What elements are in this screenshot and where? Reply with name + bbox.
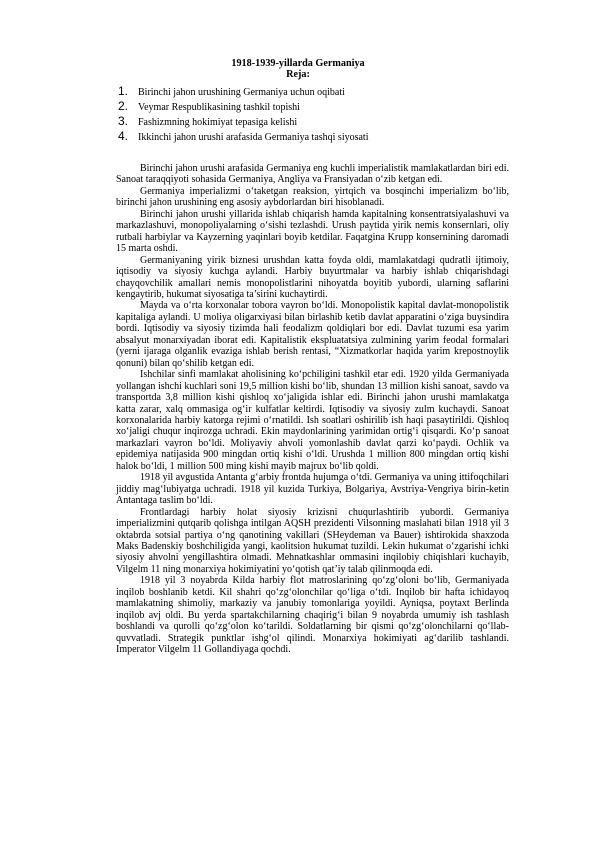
paragraph: Frontlardagi harbiy holat siyosiy krizisni chuqurlashtirib yubordi. Germaniya imperializmini qutqarib qolishga intilgan AQSH prezidenti Vilsonning maslahati bilan 1918 yil 3 oktabrda sotsial partiya o‘ng qanotining vakillari (SHeydeman va Bauer) ishtirokida shaxzoda Maks Badenskiy boshchiligida yangi, kaolitsion hukumat tuzildi. Lekin hukumat o‘zgarishi ichki siyosiy ahvolni yengillashtira olmadi. Mehnatkashlar ommasini inqilobiy chiqishlari kuchayib, Vilgelm 11 ning monarxiya hokimiyatini yo‘qotish qat’iy talab qilinmoqda edi. [116,506,509,575]
paragraph: Birinchi jahon urushi arafasida Germaniya eng kuchli imperialistik mamlakatlardan biri edi. Sanoat taraqqiyoti sohasida Germaniya, Angliya va Fransiyadan o‘zib ketgan edi. [116,163,509,186]
page-title: 1918-1939-yillarda Germaniya [231,58,365,69]
plan-item-text: Birinchi jahon urushining Germaniya uchun oqibati [138,87,345,98]
paragraph: Ishchilar sinfi mamlakat aholisining ko‘pchiligini tashkil etar edi. 1920 yilda Germaniyada yollangan ishchi kuchlari soni 19,5 million kishi bo‘lib, shundan 13 million kishi sanoat, savdo va transportda 3,8 million kishi qishloq xo‘jaligida ishlar edi. Birinchi jahon urushi mamlakatga katta zarar, xalq ommasiga og‘ir kulfatlar keltirdi. Iqtisodiy va siyosiy zulm kuchaydi. Sanoat korxonalarida harbiy katorga rejimi o‘rnatildi. Ish soatlari oshirilib ish haqi pasaytirildi. Qishloq xo‘jaligi chuqur inqirozga uchradi. Ekin maydonlarining yarimidan ortig‘i qisqardi. Ko‘p sanoat markazlari vayron bo‘ldi. Moliyaviy ahvoli yomonlashib davlat qarzi ko‘paydi. Ochlik va epidemiya natijasida 900 mingdan ortiq kishi o‘ldi. Urushda 1 million 800 mingdan ortiq kishi halok bo‘ldi, 1 million 500 ming kishi mayib majrux bo‘lib qoldi. [116,369,509,472]
plan-item-number: 2. [118,99,129,113]
paragraph: 1918 yil 3 noyabrda Kilda harbiy flot matroslarining qo‘zg‘oloni bo‘lib, Germaniyada inqilob boshlanib ketdi. Kil shahri qo‘zg‘olonchilar qo‘liga o‘tdi. Inqilob bir hafta ichidayoq mamlakatning shimoliy, markaziy va janubiy tomonlariga yoyildi. Ayniqsa, poytaxt Berlinda inqilob avj oldi. Bu yerda spartakchilarning chaqirig‘i bilan 9 noyabrda umumiy ish tashlash boshlandi va qurolli qo‘zg‘olon ko‘tarildi. Soldatlarning bir qismi qo‘zg‘olonchilarni qo‘llab-quvvatladi. Strategik punktlar ishg‘ol qilindi. Monarxiya hokimiyati ag‘darilib tashlandi. Imperator Vilgelm 11 Gollandiyaga qochdi. [116,575,509,656]
plan-item [118,129,369,144]
plan-item-number: 4. [118,129,129,143]
paragraph: Birinchi jahon urushi yillarida ishlab chiqarish hamda kapitalning konsentratsiyalashuvi va markazlashuvi, monopoliyalarning o‘sishi tezlashdi. Urush paytida yirik nemis konsernlari, oliy rutbali harbiylar va Kayzerning yaqinlari boyib ketdilar. Faqatgina Krupp konsernining daromadi 15 marta oshdi. [116,208,509,255]
plan-item-number: 3. [118,114,129,128]
plan-heading: Reja: [286,69,310,80]
body-text [116,163,509,655]
paragraph: 1918 yil avgustida Antanta g‘arbiy frontda hujumga o‘tdi. Germaniya va uning ittifoqchilari jiddiy mag‘lubiyatga uchradi. 1918 yil kuzida Turkiya, Bolgariya, Avstriya-Vengriya birin-ketin Antantaga taslim bo‘ldi. [116,472,509,507]
paragraph: Germaniya imperializmi o‘taketgan reaksion, yirtqich va bosqinchi imperializm bo‘lib, birinchi jahon urushining eng asosiy aybdorlardan biri hisoblanadi. [116,185,509,209]
plan-item [118,114,369,129]
plan-list [118,84,369,144]
plan-item-text: Veymar Respublikasining tashkil topishi [138,102,300,113]
plan-item-text: Fashizmning hokimiyat tepasiga kelishi [138,117,298,128]
plan-item-text: Ikkinchi jahon urushi arafasida Germaniya tashqi siyosati [138,132,369,143]
plan-item [118,99,369,114]
paragraph: Germaniyaning yirik biznesi urushdan katta foyda oldi, mamlakatdagi qudratli ijtimoiy, iqtisodiy va siyosiy kuchga aylandi. Harbiy buyurtmalar va harbiy ishlab chiqarishdagi chayqovchilik amallari nemis monopolistlarini nihoyatda boyitib yubordi, ularning saflarini kengaytirib, hukumat siyosatiga ta’sirini kuchaytirdi. [116,254,509,300]
paragraph: Mayda va o‘rta korxonalar tobora vayron bo‘ldi. Monopolistik kapital davlat-monopolistik kapitaliga aylandi. U moliya oligarxiyasi bilan birlashib ketib davlat apparatini o‘ziga buysindira bordi. Iqtisodiy va siyosiy tizimda hali feodalizm qoldiqlari bor edi. Davlat tuzumi esa yarim absalyut monarxiyadan iborat edi. Kapitalistik ekspluatatsiya zulmining yarim feodal formalari (yerni ijaraga olganlik evaziga ishlab berish rentasi, “Xizmatkorlar haqida yarim krepostnoylik qonuni) bilan qo‘shilib ketgan edi. [116,300,509,369]
plan-item-number: 1. [118,84,129,98]
plan-item [118,84,369,99]
